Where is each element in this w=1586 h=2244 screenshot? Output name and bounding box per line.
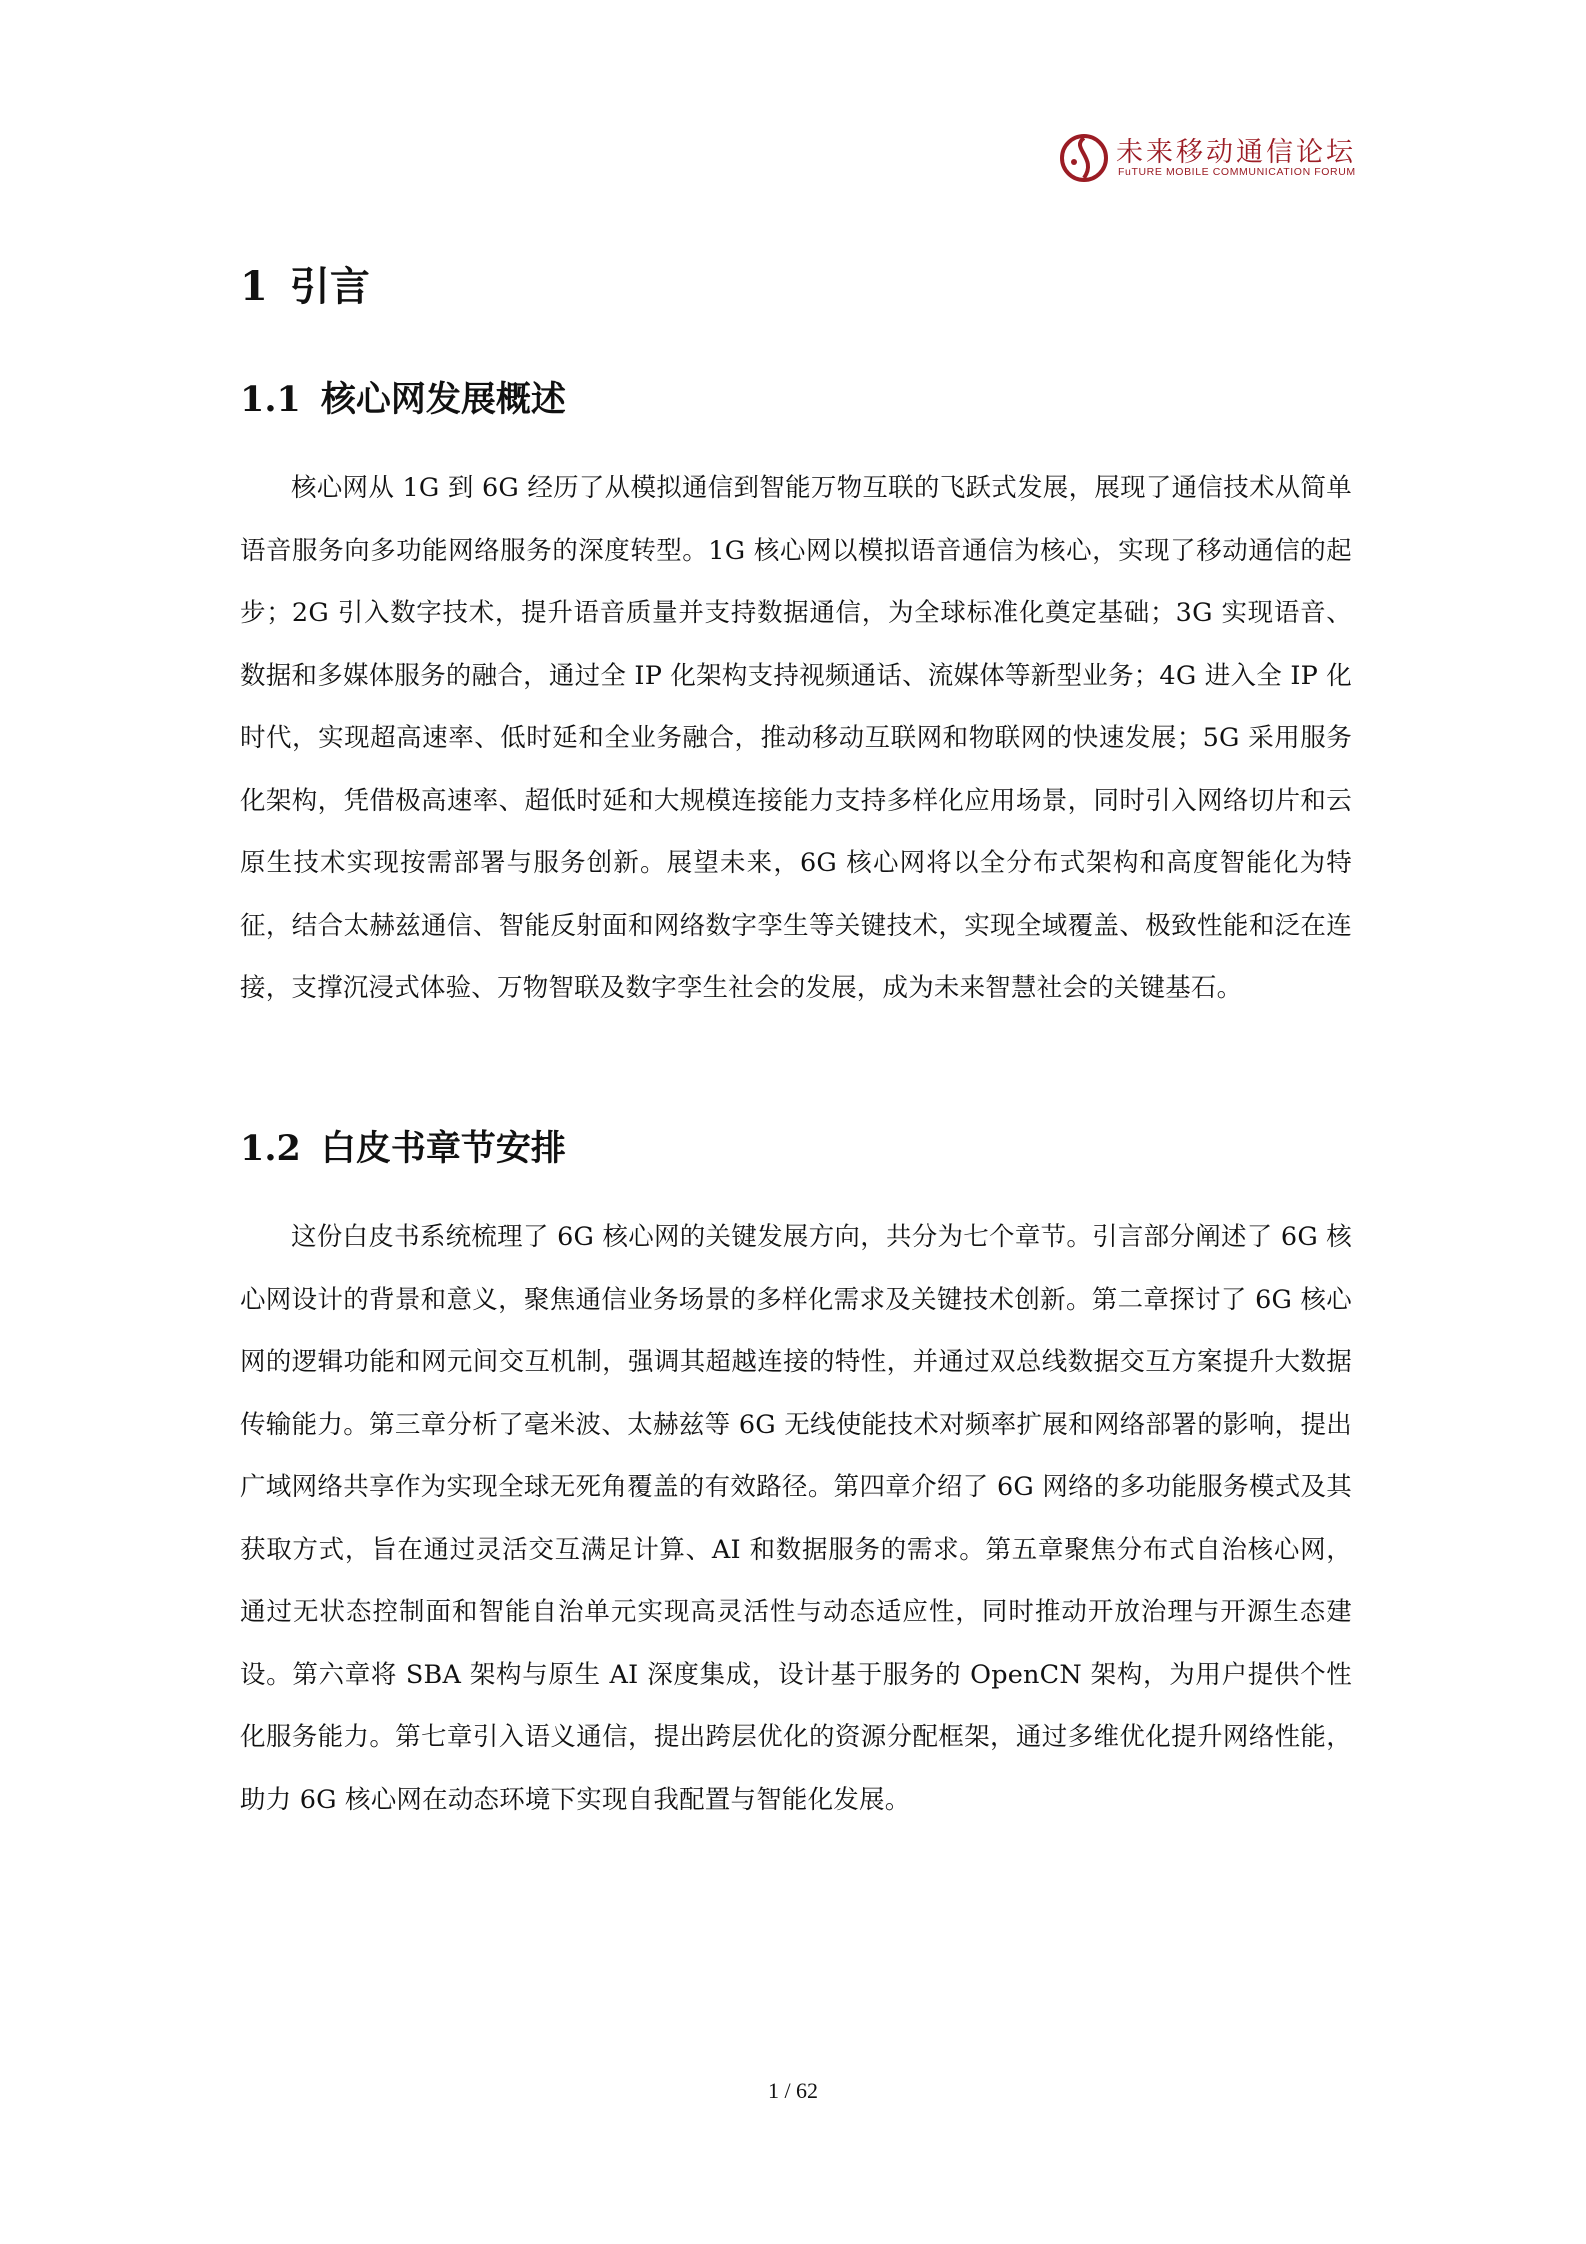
chapter-title: 引言 — [289, 263, 370, 310]
chapter-number: 1 — [240, 263, 268, 310]
forum-logo-icon — [1058, 132, 1110, 184]
section-title: 白皮书章节安排 — [320, 1128, 566, 1169]
logo-chinese-name: 未来移动通信论坛 — [1116, 137, 1356, 168]
chapter-heading — [240, 255, 370, 312]
section-heading-1-1 — [240, 372, 566, 422]
page-number: 1 / 62 — [767, 2078, 819, 2103]
section-1-1-paragraph: 核心网从 1G 到 6G 经历了从模拟通信到智能万物互联的飞跃式发展，展现了通信技术从简单语音服务向多功能网络服务的深度转型。1G 核心网以模拟语音通信为核心，实现了移动通信的起步；2G 引入数字技术，提升语音质量并支持数据通信，为全球标准化奠定基础；3G 实现语音、数据和多媒体服务的融合，通过全 IP 化架构支持视频通话、流媒体等新型业务；4G 进入全 IP 化时代，实现超高速率、低时延和全业务融合，推动移动互联网和物联网的快速发展；5G 采用服务化架构，凭借极高速率、超低时延和大规模连接能力支持多样化应用场景，同时引入网络切片和云原生技术实现按需部署与服务创新。展望未来，6G 核心网将以全分布式架构和高度智能化为特征，结合太赫兹通信、智能反射面和网络数字孪生等关键技术，实现全域覆盖、极致性能和泛在连接，支撑沉浸式体验、万物智联及数字孪生社会的发展，成为未来智慧社会的关键基石。 — [240, 473, 1352, 1003]
logo-english-name: FuTURE MOBILE COMMUNICATION FORUM — [1118, 166, 1356, 178]
header-logo — [1058, 128, 1358, 184]
section-title: 核心网发展概述 — [320, 379, 566, 420]
section-number: 1.2 — [240, 1128, 301, 1169]
section-heading-1-2 — [240, 1121, 566, 1171]
section-number: 1.1 — [240, 379, 301, 420]
section-1-2-paragraph: 这份白皮书系统梳理了 6G 核心网的关键发展方向，共分为七个章节。引言部分阐述了 6G 核心网设计的背景和意义，聚焦通信业务场景的多样化需求及关键技术创新。第二章探讨了 6G 核心网的逻辑功能和网元间交互机制，强调其超越连接的特性，并通过双总线数据交互方案提升大数据传输能力。第三章分析了毫米波、太赫兹等 6G 无线使能技术对频率扩展和网络部署的影响，提出广域网络共享作为实现全球无死角覆盖的有效路径。第四章介绍了 6G 网络的多功能服务模式及其获取方式，旨在通过灵活交互满足计算、AI 和数据服务的需求。第五章聚焦分布式自治核心网，通过无状态控制面和智能自治单元实现高灵活性与动态适应性，同时推动开放治理与开源生态建设。第六章将 SBA 架构与原生 AI 深度集成，设计基于服务的 OpenCN 架构，为用户提供个性化服务能力。第七章引入语义通信，提出跨层优化的资源分配框架，通过多维优化提升网络性能，助力 6G 核心网在动态环境下实现自我配置与智能化发展。 — [240, 1222, 1352, 1815]
